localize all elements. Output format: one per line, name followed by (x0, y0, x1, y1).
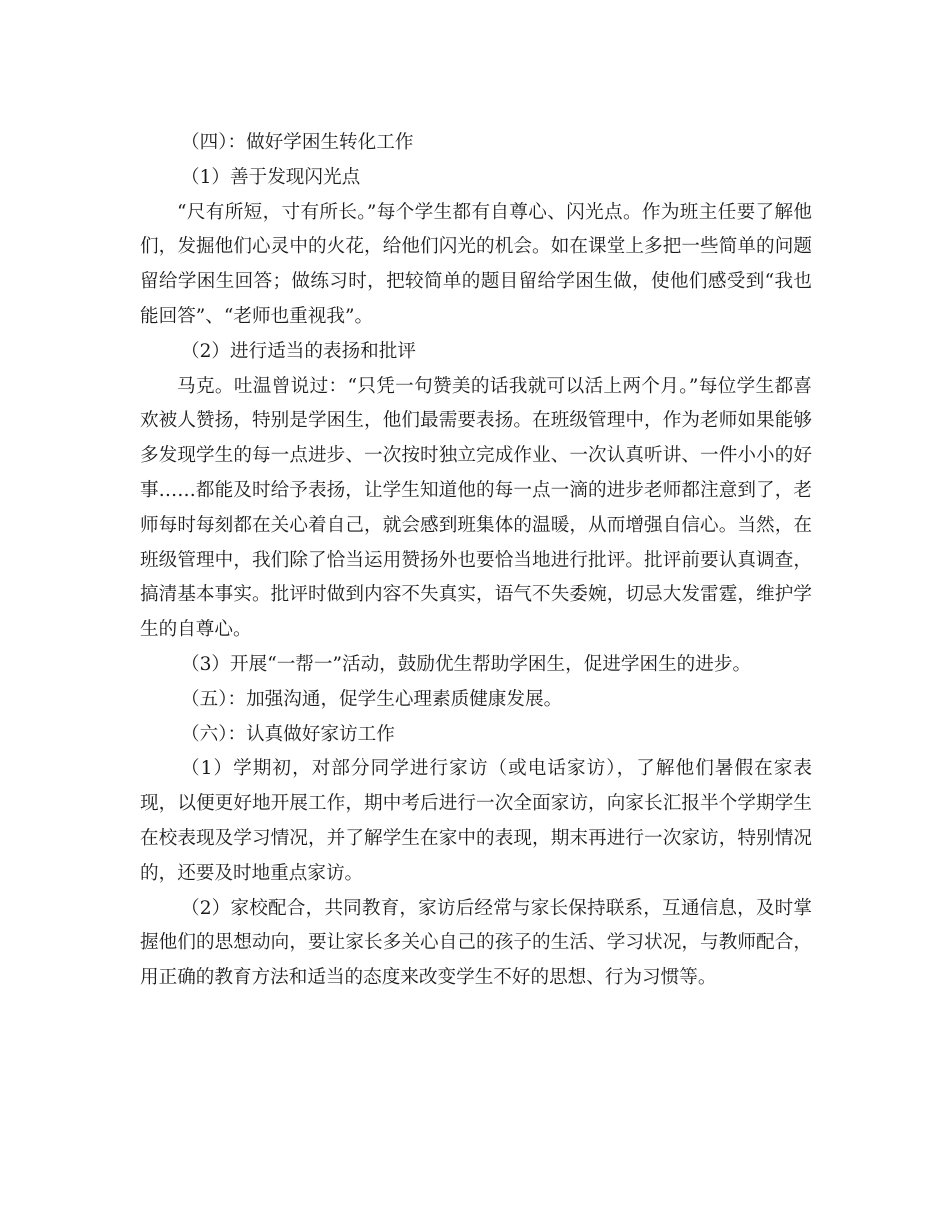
paragraph-line: 用正确的教育方法和适当的态度来改变学生不好的思想、行为习惯等。 (140, 967, 717, 989)
section-heading-6: （六）：认真做好家访工作 (181, 723, 395, 745)
paragraph-line: 生的自尊心。 (140, 619, 252, 641)
section-heading-5: （五）：加强沟通，促学生心理素质健康发展。 (181, 688, 563, 710)
paragraph-line: 在校表现及学习情况，并了解学生在家中的表现，期末再进行一次家访，特别情况 (140, 827, 812, 849)
document-body (140, 126, 812, 996)
paragraph-line: 现，以便更好地开展工作，期中考后进行一次全面家访，向家长汇报半个学期学生 (140, 793, 812, 815)
paragraph-line: 马克。吐温曾说过：“只凭一句赞美的话我就可以活上两个月。”每位学生都喜 (177, 375, 812, 397)
item-one-help-one: （3）开展“一帮一”活动，鼓励优生帮助学困生，促进学困生的进步。 (181, 653, 752, 675)
paragraph-line: 多发现学生的每一点进步、一次按时独立完成作业、一次认真听讲、一件小小的好 (140, 445, 812, 467)
paragraph-line: 能回答”、“老师也重视我”。 (140, 305, 374, 327)
section-heading-4: （四）：做好学困生转化工作 (181, 132, 414, 153)
paragraph-line: 搞清基本事实。批评时做到内容不失真实，语气不失委婉，切忌大发雷霆，维护学 (140, 584, 812, 606)
paragraph-line: “尺有所短，寸有所长。”每个学生都有自尊心、闪光点。作为班主任要了解他 (177, 201, 812, 223)
paragraph-line: （1）学期初，对部分同学进行家访（或电话家访），了解他们暑假在家表 (181, 758, 812, 780)
paragraph-line: 事……都能及时给予表扬，让学生知道他的每一点一滴的进步老师都注意到了，老 (140, 479, 812, 501)
paragraph-line: 握他们的思想动向，要让家长多关心自己的孩子的生活、学习状况，与教师配合， (140, 932, 812, 954)
paragraph-line: 留给学困生回答；做练习时，把较简单的题目留给学困生做，使他们感受到“我也 (140, 271, 812, 293)
paragraph-line: 师每时每刻都在关心着自己，就会感到班集体的温暖，从而增强自信心。当然，在 (140, 514, 812, 536)
paragraph-line: 班级管理中，我们除了恰当运用赞扬外也要恰当地进行批评。批评前要认真调查， (140, 549, 812, 571)
paragraph-line: 的，还要及时地重点家访。 (140, 862, 364, 884)
subheading-find-bright-spots: （1）善于发现闪光点 (181, 166, 361, 188)
paragraph-line: 欢被人赞扬，特别是学困生，他们最需要表扬。在班级管理中，作为老师如果能够 (140, 410, 812, 432)
paragraph-line: 们，发掘他们心灵中的火花，给他们闪光的机会。如在课堂上多把一些简单的问题 (140, 236, 812, 258)
paragraph-line: （2）家校配合，共同教育，家访后经常与家长保持联系，互通信息，及时掌 (181, 897, 812, 919)
subheading-praise-criticism: （2）进行适当的表扬和批评 (181, 340, 416, 362)
